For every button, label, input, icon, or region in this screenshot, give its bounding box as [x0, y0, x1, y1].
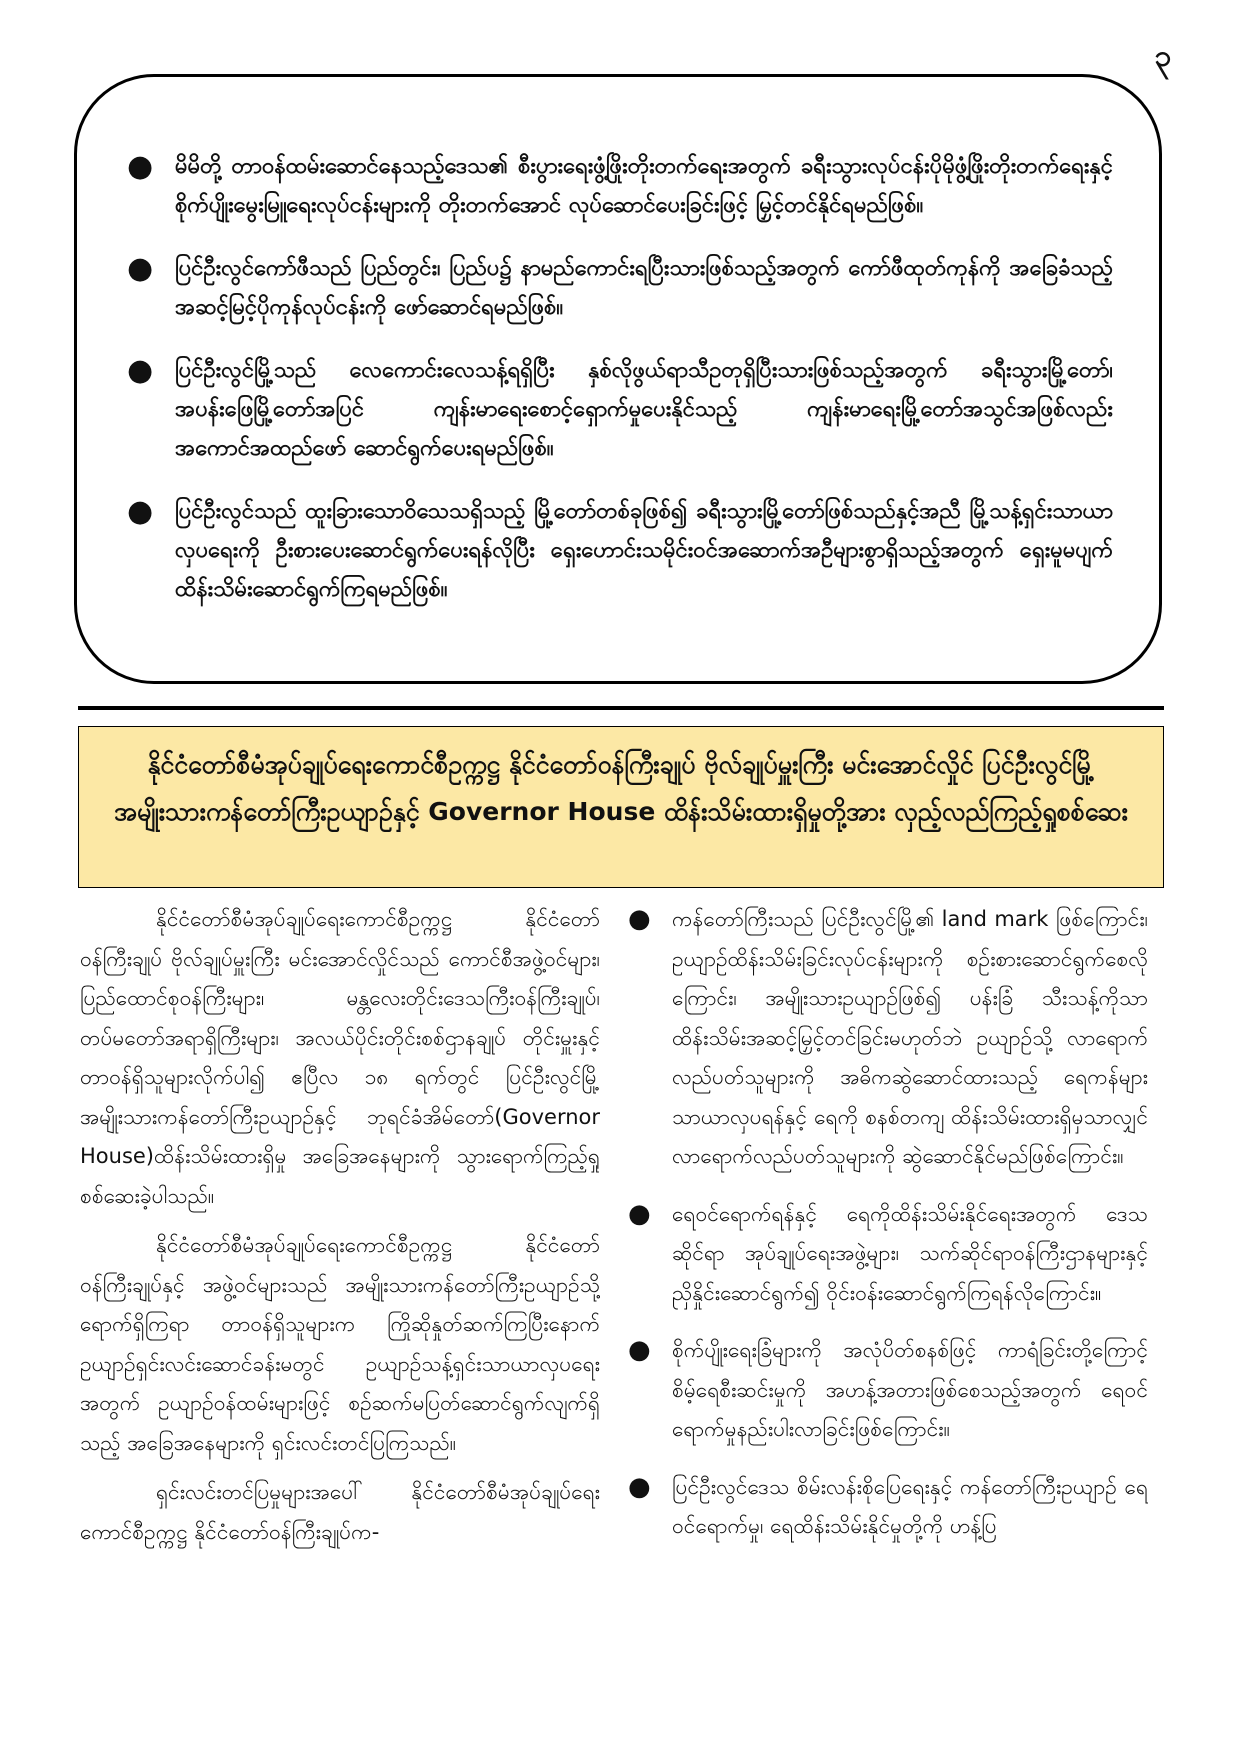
article-right-column — [628, 900, 1148, 1740]
bullet-icon: ● — [628, 1198, 651, 1229]
key-point-text: ပြင်ဦးလွင်မြို့သည် လေကောင်းလေသန့်ရရှိပြီး နှစ်လိုဖွယ်ရာသီဥတုရှိပြီးသားဖြစ်သည့်အတွက် ခရီးသွားမြို့တော်၊ အပန်းဖြေမြို့တော်အပြင် ကျန်းမာရေးစောင့်ရှောက်မှုပေးနိုင်သည့် ကျန်းမာရေးမြို့တော်အသွင်အဖြစ်လည်း အကောင်အထည်ဖော် ဆောင်ရွက်ပေးရမည်ဖြစ်။ — [175, 358, 1113, 461]
article-bullet-text: စိုက်ပျိုးရေးခြံများကို အလုံပိတ်စနစ်ဖြင့် ကာရံခြင်းတို့ကြောင့် စိမ့်ရေစီးဆင်းမှုကို အဟန့်အတားဖြစ်စေသည့်အတွက် ရေဝင်ရောက်မှုနည်းပါးလာခြင်းဖြစ်ကြောင်း။ — [672, 1338, 1148, 1441]
key-point-item — [123, 147, 1113, 225]
bullet-icon: ● — [127, 251, 154, 286]
key-points-box — [74, 74, 1162, 684]
bullet-icon: ● — [127, 353, 154, 388]
section-divider — [78, 706, 1164, 710]
article-paragraph: နိုင်ငံတော်စီမံအုပ်ချုပ်ရေးကောင်စီဥက္ကဋ္ဌ နိုင်ငံတော်ဝန်ကြီးချုပ် ဗိုလ်ချုပ်မှူးကြီး မင်းအောင်လှိုင်သည် ကောင်စီအဖွဲ့ဝင်များ၊ ပြည်ထောင်စုဝန်ကြီးများ၊ မန္တလေးတိုင်းဒေသကြီးဝန်ကြီးချုပ်၊ တပ်မတော်အရာရှိကြီးများ၊ အလယ်ပိုင်းတိုင်းစစ်ဌာနချုပ် တိုင်းမှူးနှင့် တာဝန်ရှိသူများလိုက်ပါ၍ ဧပြီလ ၁၈ ရက်တွင် ပြင်ဦးလွင်မြို့ အမျိုးသားကန်တော်ကြီးဥယျာဉ်နှင့် ဘုရင်ခံအိမ်တော်(Governor House)ထိန်းသိမ်းထားရှိမှု အခြေအနေများကို သွားရောက်ကြည့်ရှုစစ်ဆေးခဲ့ပါသည်။ — [80, 907, 600, 1208]
key-point-text: ပြင်ဦးလွင်ကော်ဖီသည် ပြည်တွင်း၊ ပြည်ပ၌ နာမည်ကောင်းရပြီးသားဖြစ်သည့်အတွက် ကော်ဖီထုတ်ကုန်ကို အခြေခံသည့် အဆင့်မြင့်ပိုကုန်လုပ်ငန်းကို ဖော်ဆောင်ရမည်ဖြစ်။ — [175, 256, 1113, 320]
article-bullet-item — [628, 900, 1148, 1177]
key-point-item — [123, 249, 1113, 327]
article-paragraph: နိုင်ငံတော်စီမံအုပ်ချုပ်ရေးကောင်စီဥက္ကဋ္ဌ နိုင်ငံတော်ဝန်ကြီးချုပ်နှင့် အဖွဲ့ဝင်များသည် အမျိုးသားကန်တော်ကြီးဥယျာဉ်သို့ ရောက်ရှိကြရာ တာဝန်ရှိသူများက ကြိုဆိုနှုတ်ဆက်ကြပြီးနောက် ဥယျာဉ်ရှင်းလင်းဆောင်ခန်းမတွင် ဥယျာဉ်သန့်ရှင်းသာယာလှပရေးအတွက် ဥယျာဉ်ဝန်ထမ်းများဖြင့် စဉ်ဆက်မပြတ်ဆောင်ရွက်လျက်ရှိသည့် အခြေအနေများကို ရှင်းလင်းတင်ပြကြသည်။ — [80, 1233, 600, 1455]
article-headline: နိုင်ငံတော်စီမံအုပ်ချုပ်ရေးကောင်စီဥက္ကဋ္ဌ နိုင်ငံတော်ဝန်ကြီးချုပ် ဗိုလ်ချုပ်မှူးကြီး မင်းအောင်လှိုင် ပြင်ဦးလွင်မြို့ အမျိုးသားကန်တော်ကြီးဥယျာဉ်နှင့် Governor House ထိန်းသိမ်းထားရှိမှုတို့အား လှည့်လည်ကြည့်ရှုစစ်ဆေး — [78, 726, 1164, 888]
article-bullet-text: ရေဝင်ရောက်ရန်နှင့် ရေကိုထိန်းသိမ်းနိုင်ရေးအတွက် ဒေသဆိုင်ရာ အုပ်ချုပ်ရေးအဖွဲ့များ၊ သက်ဆိုင်ရာဝန်ကြီးဌာနများနှင့် ညှိနှိုင်းဆောင်ရွက်၍ ဝိုင်းဝန်းဆောင်ရွက်ကြရန်လိုကြောင်း။ — [672, 1201, 1148, 1305]
article-left-column — [80, 900, 600, 1740]
bullet-icon: ● — [127, 494, 154, 529]
key-point-item — [123, 351, 1113, 468]
article-bullet-text: ကန်တော်ကြီးသည် ပြင်ဦးလွင်မြို့၏ land mark ဖြစ်ကြောင်း၊ ဥယျာဉ်ထိန်းသိမ်းခြင်းလုပ်ငန်းများကို စဉ်းစားဆောင်ရွက်စေလိုကြောင်း၊ အမျိုးသားဥယျာဉ်ဖြစ်၍ ပန်းခြံ သီးသန့်ကိုသာ ထိန်းသိမ်းအဆင့်မြှင့်တင်ခြင်းမဟုတ်ဘဲ ဥယျာဉ်သို့ လာရောက်လည်ပတ်သူများကို အဓိကဆွဲဆောင်ထားသည့် ရေကန်များသာယာလှပရန်နှင့် ရေကို စနစ်တကျ ထိန်းသိမ်းထားရှိမှသာလျှင် လာရောက်လည်ပတ်သူများကို ဆွဲဆောင်နိုင်မည်ဖြစ်ကြောင်း။ — [672, 907, 1148, 1168]
bullet-icon: ● — [628, 1335, 651, 1365]
article-bullet-text: ပြင်ဦးလွင်ဒေသ စိမ်းလန်းစိုပြေရေးနှင့် ကန်တော်ကြီးဥယျာဉ် ရေဝင်ရောက်မှု၊ ရေထိန်းသိမ်းနိုင်မှုတို့ကို ဟန့်ပြ — [672, 1474, 1148, 1538]
bullet-icon: ● — [127, 149, 154, 184]
bullet-icon: ● — [628, 1471, 651, 1502]
key-point-text: မိမိတို့ တာဝန်ထမ်းဆောင်နေသည့်ဒေသ၏ စီးပွားရေးဖွံ့ဖြိုးတိုးတက်ရေးအတွက် ခရီးသွားလုပ်ငန်းပိုမိုဖွံ့ဖြိုးတိုးတက်ရေးနှင့် စိုက်ပျိုးမွေးမြူရေးလုပ်ငန်းများကို တိုးတက်အောင် လုပ်ဆောင်ပေးခြင်းဖြင့် မြှင့်တင်နိုင်ရမည်ဖြစ်။ — [175, 154, 1113, 218]
article-paragraph: ရှင်းလင်းတင်ပြမှုများအပေါ် နိုင်ငံတော်စီမံအုပ်ချုပ်ရေးကောင်စီဥက္ကဋ္ဌ နိုင်ငံတော်ဝန်ကြီးချုပ်က- — [80, 1480, 600, 1544]
key-points-list — [77, 77, 1159, 609]
bullet-icon: ● — [628, 904, 651, 934]
key-point-item — [123, 492, 1113, 609]
article-bullet-item — [628, 1195, 1148, 1314]
page-number: ၃ — [1154, 39, 1172, 74]
key-point-text: ပြင်ဦးလွင်သည် ထူးခြားသောဝိသေသရှိသည့် မြို့တော်တစ်ခုဖြစ်၍ ခရီးသွားမြို့တော်ဖြစ်သည်နှင့်အညီ မြို့သန့်ရှင်းသာယာလှပရေးကို ဦးစားပေးဆောင်ရွက်ပေးရန်လိုပြီး ရှေးဟောင်းသမိုင်းဝင်အဆောက်အဦများစွာရှိသည့်အတွက် ရှေးမူမပျက် ထိန်းသိမ်းဆောင်ရွက်ကြရမည်ဖြစ်။ — [175, 499, 1113, 602]
article-bullet-item — [628, 1468, 1148, 1547]
article-bullet-item — [628, 1331, 1148, 1450]
